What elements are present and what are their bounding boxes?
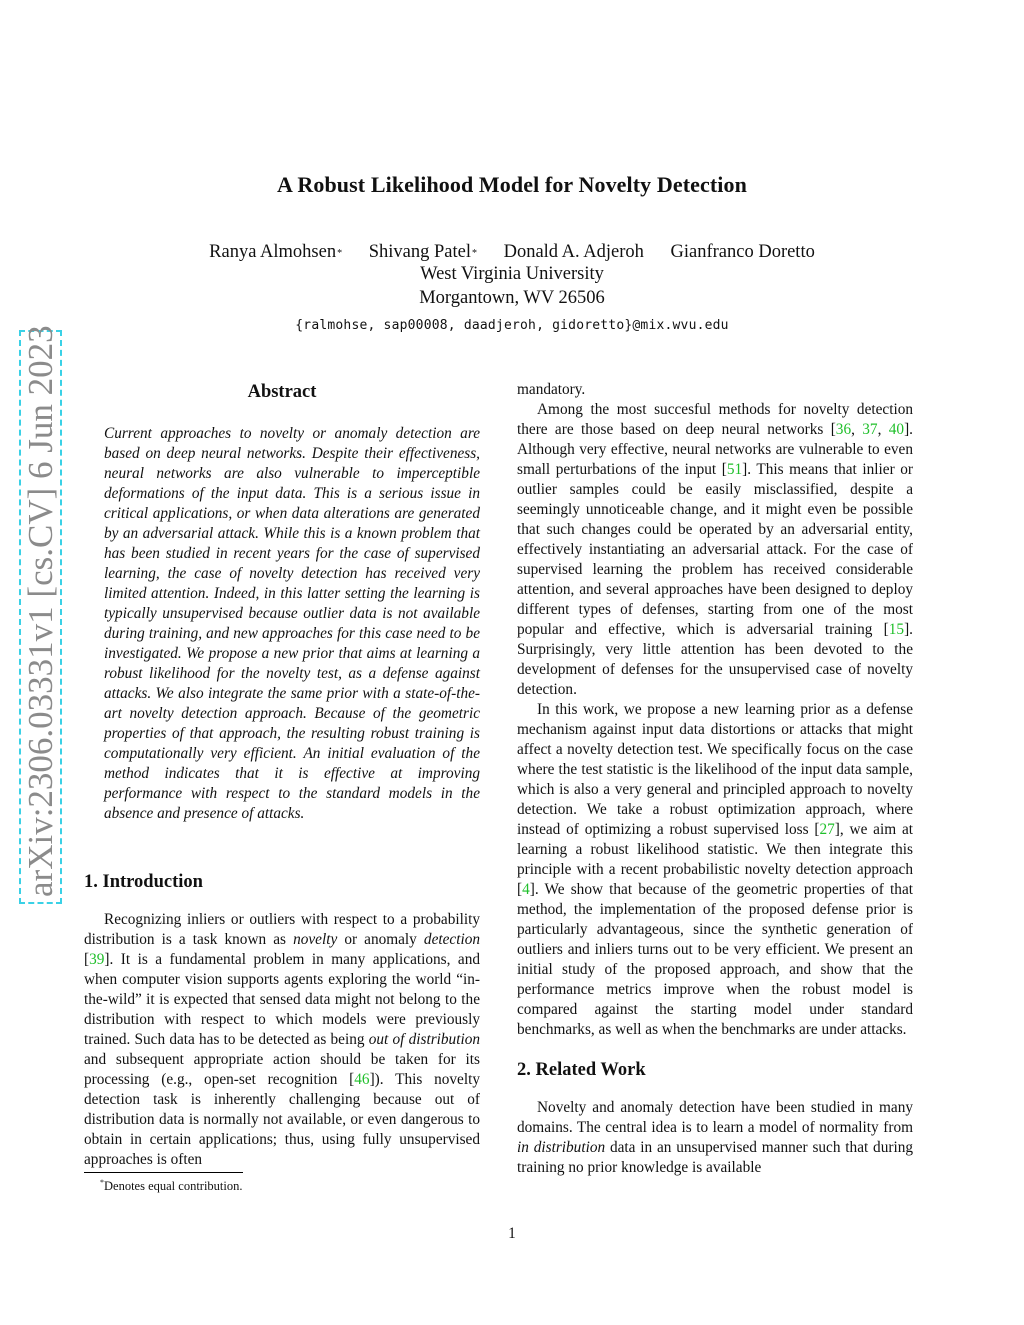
author bbox=[209, 242, 342, 262]
abstract-heading: Abstract bbox=[247, 382, 317, 402]
citation-link[interactable]: 4 bbox=[522, 881, 530, 898]
footnote bbox=[100, 1178, 243, 1194]
emphasis: in distribution bbox=[517, 1139, 606, 1156]
author-name: Ranya Almohsen bbox=[209, 242, 337, 262]
page-number: 1 bbox=[508, 1225, 516, 1242]
address: Morgantown, WV 26506 bbox=[419, 288, 605, 308]
continued-text: mandatory. bbox=[517, 381, 586, 398]
citation-link[interactable]: 37 bbox=[862, 421, 878, 438]
footnote-divider bbox=[84, 1172, 243, 1173]
arxiv-identifier: arXiv:2306.03331v1 [cs.CV] 6 Jun 2023 bbox=[21, 325, 60, 897]
author bbox=[504, 242, 644, 262]
related-work-paragraph: Novelty and anomaly detection have been studied in many domains. The central idea is to learn a model of normality from in distribution data in an unsupervised manner such that during training no prior knowledge is available bbox=[517, 1099, 913, 1176]
citation-link[interactable]: 36 bbox=[835, 421, 852, 438]
author-list bbox=[0, 240, 1024, 264]
emphasis: novelty bbox=[293, 931, 338, 948]
citation-link[interactable]: 40 bbox=[888, 421, 905, 438]
citation-link[interactable]: 27 bbox=[819, 821, 835, 838]
footnote-text: Denotes equal contribution. bbox=[104, 1179, 243, 1194]
emphasis: out of distribution bbox=[368, 1031, 480, 1048]
author-name: Gianfranco Doretto bbox=[670, 242, 815, 262]
paper-title: A Robust Likelihood Model for Novelty Detection bbox=[277, 172, 747, 197]
emphasis: detection bbox=[423, 931, 480, 948]
author bbox=[671, 242, 815, 262]
equal-contribution-mark: * bbox=[337, 248, 343, 259]
author-emails: {ralmohse, sap00008, daadjeroh, gidoretto}@mix.wvu.edu bbox=[295, 318, 729, 333]
section-heading-introduction: 1. Introduction bbox=[84, 872, 203, 892]
right-column bbox=[517, 380, 913, 1178]
citation-link[interactable]: 39 bbox=[89, 951, 105, 968]
author-name: Donald A. Adjeroh bbox=[503, 242, 644, 262]
abstract-text: Current approaches to novelty or anomaly detection are based on deep neural networks. Despite their effectiveness, neural networks are also vulnerable to imperceptible deformations of the input data. This is a serious issue in critical applications, or when data alterations are generated by an adversarial attack. While this is a known problem that has been studied in recent years for the case of supervised learning, the case of novelty detection has received very limited attention. Indeed, in this latter setting the learning is typically unsupervised because outlier data is not available during training, and new approaches for this case need to be investigated. We propose a new prior that aims at learning a robust likelihood for the novelty test, as a defense against attacks. We also integrate the same prior with a state-of-the-art novelty detection approach. Because of the geometric properties of that approach, the resulting robust training is computationally very efficient. An initial evaluation of the method indicates that it is effective at improving performance with respect to the standard models in the absence and presence of attacks. bbox=[104, 425, 480, 822]
intro-paragraph: Recognizing inliers or outliers with respect to a probability distribution is a task known as novelty or anomaly detection [39]. It is a fundamental problem in many applications, and when computer vision supports agents exploring the world “in-the-wild” it is expected that sensed data might not belong to the distribution with respect to which models were previously trained. Such data has to be detected as being out of distribution and subsequent appropriate action should be taken for its processing (e.g., open-set recognition [46]). This novelty detection task is inherently challenging because out of distribution data is normally not available, or even dangerous to obtain in certain applications; thus, using fully unsupervised approaches is often bbox=[84, 911, 480, 1168]
footnote-mark: * bbox=[100, 1178, 104, 1187]
affiliation: West Virginia University bbox=[420, 264, 604, 284]
section-heading-related-work: 2. Related Work bbox=[517, 1060, 646, 1080]
citation-link[interactable]: 46 bbox=[354, 1071, 370, 1088]
citation-link[interactable]: 51 bbox=[726, 461, 743, 478]
intro-paragraph: In this work, we propose a new learning prior as a defense mechanism against input data distortions or attacks that might affect a novelty detection test. We specifically focus on the case where the test statistic is the likelihood of the input data sample, which is also a very general and principled approach to novelty detection. We take a robust optimization approach, where instead of optimizing a robust supervised loss [27], we aim at learning a robust likelihood statistic. We then integrate this principle with a recent probabilistic novelty detection approach [4]. We show that because of the geometric properties of that method, the implementation of the proposed defense prior is particularly advantageous, since the synthetic generation of outliers and inliers turns out to be very efficient. We present an initial study of the proposed approach, and show that the performance metrics improve when the robust model is compared against the starting model under standard benchmarks, as well as when the benchmarks are under attacks. bbox=[517, 701, 913, 1038]
left-column bbox=[84, 380, 480, 1170]
author bbox=[369, 242, 477, 262]
intro-paragraph: Among the most succesful methods for novelty detection there are those based on deep neural networks [36, 37, 40]. Although very effective, neural networks are vulnerable to even small perturbations of the input [51]. This means that inlier or outlier samples could be easily misclassified, despite a seemingly unnoticeable change, and it might even be possible that such changes could be operated by an adversarial entity, effectively instantiating an adversarial attack. For the case of supervised learning the problem has received considerable attention, and several approaches have been designed to deploy different types of defenses, starting from one of the most popular and effective, which is adversarial training [15]. Surprisingly, very little attention has been devoted to the development of defenses for the unsupervised case of novelty detection. bbox=[517, 401, 913, 698]
author-name: Shivang Patel bbox=[368, 242, 471, 262]
equal-contribution-mark: * bbox=[471, 248, 477, 259]
citation-link[interactable]: 15 bbox=[888, 621, 905, 638]
